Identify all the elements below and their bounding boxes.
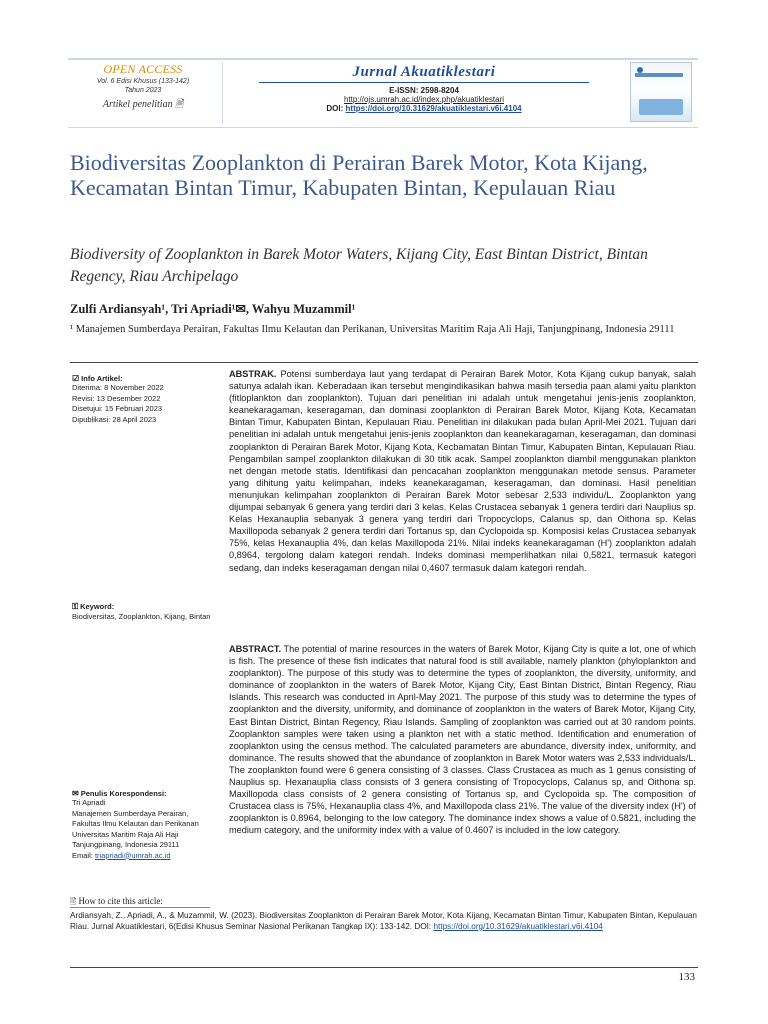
correspondence-heading: ✉ Penulis Korespondensi: [72,789,167,798]
correspondence-line: Fakultas Ilmu Kelautan dan Perikanan [72,819,199,828]
cover-band [635,73,683,77]
received-date: Diterima: 8 November 2022 [72,383,164,392]
volume-label: Vol. 6 Edisi Khusus (133-142) [96,78,190,85]
author-affiliation: ¹ Manajemen Sumberdaya Perairan, Fakultas Ilmu Kelautan dan Perikanan, Universitas Maritim Raja Ali Haji, Tanjungpinang, Indonesia 29111 [70,324,675,335]
abstract-id-label: ABSTRAK. [229,369,277,379]
page-number: 133 [678,971,695,983]
document-icon: 🖹 [70,897,77,906]
accepted-date: Disetujui: 15 Februari 2023 [72,404,163,413]
keywords-block [72,602,212,623]
keyword-heading: ⚿ Keyword: [72,602,115,611]
open-access-label: OPEN ACCESS [103,62,183,76]
key-icon: ⚿ [72,602,79,611]
keyword-list: Biodiversitas, Zooplankton, Kijang, Bintan [72,612,211,621]
abstract-indonesian [229,368,696,574]
citation-text: Ardiansyah, Z., Apriadi, A., & Muzammil, W. (2023). Biodiversitas Zooplankton di Perairan Barek Motor, Kota Kijang, Kecamatan Bintan Timur, Kabupaten Bintan, Kepulauan Riau. Jurnal Akuatiklestari, 6(Edisi Khusus Seminar Nasional Perikanan Tangkap IX): 133-142. DOI: https://doi.org/10.31629/akuatiklestari.v6i.4104 [70,911,697,931]
article-title-english: Biodiversity of Zooplankton in Barek Motor Waters, Kijang City, East Bintan District, Bintan Regency, Riau Archipelago [70,246,648,285]
journal-underline [259,82,589,83]
author-list: Zulfi Ardiansyah¹, Tri Apriadi¹✉, Wahyu Muzammil¹ [70,302,356,316]
doi-line [224,104,624,113]
revised-date: Revisi: 13 Desember 2022 [72,393,161,403]
citation-rule [70,907,210,908]
journal-url-link[interactable]: http://ojs.umrah.ac.id/index.php/akuatiklestari [343,95,505,104]
journal-name: Jurnal Akuatiklestari [352,64,496,80]
header-separator [222,62,223,124]
header-issue-info [68,62,218,114]
abstract-en-label: ABSTRACT. [229,644,282,654]
email-link[interactable]: triapriadi@umrah.ac.id [94,850,171,860]
abstract-en-text: The potential of marine resources in the waters of Barek Motor, Kijang City is quite a lot, one of which is fish. The presence of these fish indicates that natural food is still available, namely plankton (phyloplankton and zooplankton). The purpose of this study was to determine the types of zooplankton, the diversity, uniformity, and dominance of zooplankton in the waters of Barek Motor, Kijang City, East Bintan District, Bintan Regency, Riau Islands. This research was conducted in April-May 2021. The purpose of this study was to determine the types of zooplankton and the diversity, uniformity, and dominance of zooplankton in the waters of Barek Motor, Kijang City, East Bintan District, Bintan Regency, Riau Islands. Sampling of zooplankton was carried out at 30 random points. Zooplankton samples were taken using a plankton net with a static method. Identification and enumeration of zooplankton using the census method. The calculated parameters are abundance, diversity index, uniformity, and dominance. The results showed that the abundance of zooplankton in Barek Motor waters was 2,533 individuals/L. The zooplankton found were 6 genera consisting of 3 classes. Class Crustacea as much as 1 genus consisting of Nauplius sp. Hexanauplia class consists of 3 genera consisting of Tropocyclops, Calanus sp, and Oithona sp. Maxillopoda class consists of 2 genera consisting of Tortanus sp, and Cyclopoida sp. The composition of Crustacea class is 75%, Hexanauplia class 4%, and Maxillopoda class 21%. The value of the diversity index (H') of zooplankton is 0.8964, belonging to the low category. The dominance index shows a value of 0.5821, including the medium category, and the uniformity index with a value of 0.4607 is included in the low category. [229,644,697,836]
article-title-indonesian: Biodiversitas Zooplankton di Perairan Barek Motor, Kota Kijang, Kecamatan Bintan Timur, Kabupaten Bintan, Kepulauan Riau [70,150,648,200]
eissn-label: E-ISSN: 2598-8204 [389,86,459,95]
footer-rule [70,967,698,968]
correspondence-line: Tanjungpinang, Indonesia 29111 [72,840,180,849]
document-icon: 🖹 [175,99,184,110]
year-label: Tahun 2023 [124,87,162,94]
abstract-english [229,643,696,837]
journal-header [224,64,624,113]
correspondence-block [72,789,222,861]
article-type [68,97,218,114]
checkbox-icon: ☑ [72,374,80,383]
citation-heading: 🖹 How to cite this article: [70,896,163,910]
doi-label: DOI: [326,104,344,113]
correspondence-name: Tri Apriadi [72,798,106,807]
citation-doi-link[interactable]: https://doi.org/10.31629/akuatiklestari.v6i.4104 [433,922,603,931]
correspondence-line: Universitas Maritim Raja Ali Haji [72,829,179,839]
correspondence-email: Email: triapriadi@umrah.ac.id [72,850,171,860]
abstract-id-text: Potensi sumberdaya laut yang terdapat di Perairan Barek Motor, Kota Kijang cukup banyak, salah satunya adalah ikan. Keberadaan ikan tersebut mengindikasikan bahwa masih tersedia paan alami yaitu plankton (fitloplankton dan zooplankton). Tujuan dari penelitian ini adalah untuk mengetahui jenis-jenis zooplankton, keanekaragaman, keseragaman, dan dominasi zooplankton di Perairan Barek Motor, Kijang Kota, Kecamatan Bintan Timur, Kabupaten Bintan, Kepulauan Riau. Penelitian ini dilakukan pada bulan April-Mei 2021. Tujuan dari penelitian ini adalah untuk mengetahui jenis-jenis zooplankton dan keanekaragaman, keseragaman, dan dominasi zooplankton di Perairan Barek Motor, Kijang Kota, Kecbamatan Bintan Timur, Kabupaten Bintan, Kepulauan Riau. Pengambilan sampel zooplankton dilakukan di 30 titik acak. Sampel zooplankton diambil menggunakan plankton net dengan metode statis. Identifikasi dan pencacahan zooplankton menggunakan metode sensus. Parameter yang dihitung yaitu kelimpahan, indeks keanekaragaman, keseragaman, dan dominasi. Hasil penelitian menunjukan kelimpahan zooplankton di Perairan Barek Motor sebesar 2,533 individu/L. Zooplankton yang dijumpai sebanyak 6 genera yang terdiri dari 3 kelas. Kelas Crustacea sebanyak 1 genera terdiri dari Nauplius sp. Kelas Hexanauplia sebanyak 3 genera yang terdiri dari Tropocyclops, Calanus sp, dan Oithona sp. Kelas Maxillopoda sebanyak 2 genera terdiri dari Tortanus sp, dan Cyclopoida sp. Komposisi kelas Crustacea sebanyak 75%, kelas Hexanauplia 4%, dan kelas Maxillopoda 21%. Nilai indeks keanekaragaman (H') zooplankton adalah 0,8964, tergolong dalam kategori rendah. Indeks dominasi memperlihatkan nilai 0,5821, termasuk kategori sedang, dan indeks keseragaman dengan nilai 0,4607 termasuk dalam kategori rendah. [229,369,697,573]
article-info-heading: ☑ Info Artikel: [72,374,123,383]
journal-cover-thumbnail [630,62,692,122]
mail-icon: ✉ [72,789,79,798]
cover-image [639,99,683,115]
doi-link[interactable]: https://doi.org/10.31629/akuatiklestari.v6i.4104 [345,104,522,113]
article-type-label: Artikel penelitian [102,99,173,110]
article-info [72,374,212,425]
section-divider [70,362,698,363]
published-date: Dipublikasi: 28 April 2023 [72,414,157,424]
header-bottom-rule [68,127,698,128]
header-top-rule [68,58,698,60]
correspondence-line: Manajemen Sumberdaya Perairan, [72,808,189,818]
